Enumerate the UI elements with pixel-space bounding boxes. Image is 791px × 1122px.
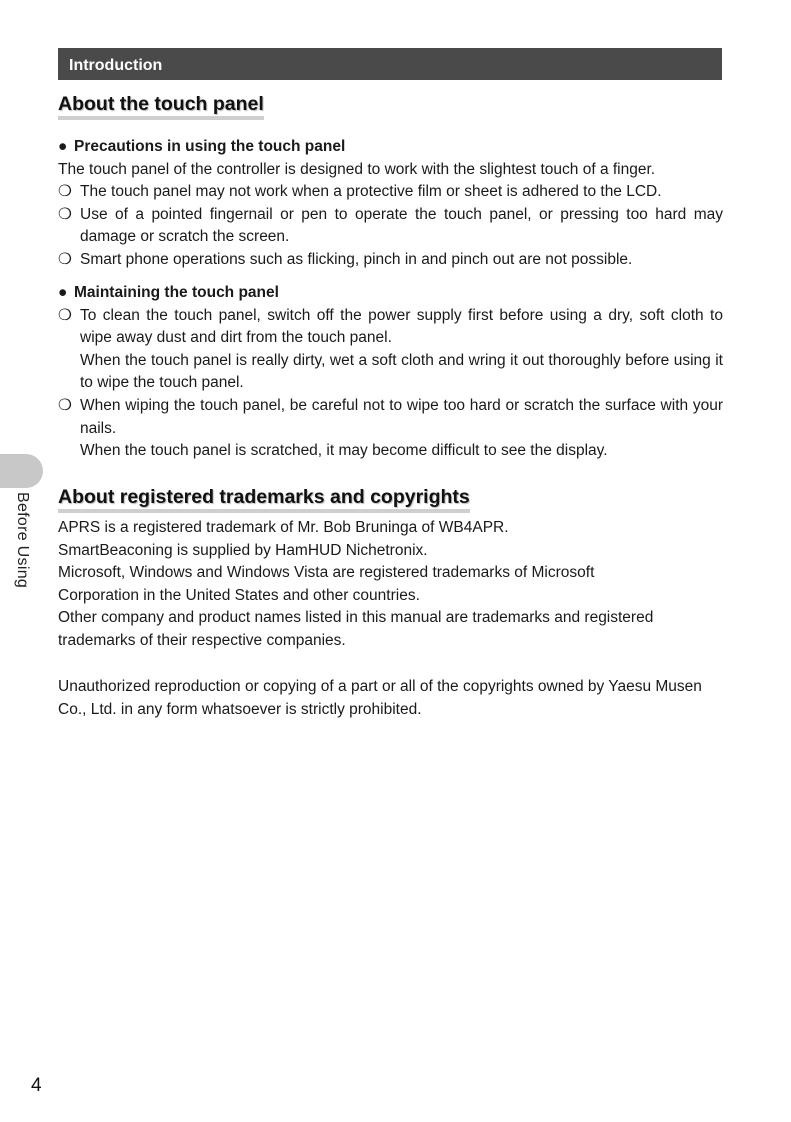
list-item	[58, 181, 723, 204]
list-item-line: When the touch panel is really dirty, wet a soft cloth and wring it out thoroughly before using it to wipe the touch panel.	[80, 351, 723, 392]
section-title-bar: Introduction	[58, 48, 722, 80]
trademark-line: SmartBeaconing is supplied by HamHUD Nichetronix.	[58, 541, 428, 559]
circle-bullet-icon: ❍	[58, 306, 72, 324]
trademarks-block	[58, 517, 713, 653]
trademark-line: Other company and product names listed in this manual are trademarks and registered trademarks of their respective companies.	[58, 609, 654, 649]
copyright-notice: Unauthorized reproduction or copying of a part or all of the copyrights owned by Yaesu Musen Co., Ltd. in any form whatsoever is strictly prohibited.	[58, 678, 702, 718]
precautions-intro: The touch panel of the controller is designed to work with the slightest touch of a finger.	[58, 160, 656, 178]
touch-panel-heading	[58, 92, 264, 120]
circle-bullet-icon: ❍	[58, 205, 72, 223]
list-item-text: Smart phone operations such as flicking, pinch in and pinch out are not possible.	[80, 250, 633, 268]
list-item-line: To clean the touch panel, switch off the power supply first before using a dry, soft cloth to wipe away dust and dirt from the touch panel.	[80, 306, 723, 347]
precautions-subheading	[58, 136, 723, 159]
list-item-text: The touch panel may not work when a protective film or sheet is adhered to the LCD.	[80, 183, 662, 201]
maintaining-subheading	[58, 282, 723, 305]
trademarks-heading-text: About registered trademarks and copyrights	[58, 485, 470, 513]
page-number: 4	[31, 1075, 42, 1096]
section-tab	[0, 454, 43, 488]
precautions-block	[58, 136, 723, 272]
list-item-text	[80, 395, 723, 463]
list-item	[58, 395, 723, 463]
list-item-line: When the touch panel is scratched, it may become difficult to see the display.	[80, 442, 608, 460]
maintaining-block	[58, 282, 723, 463]
section-tab-label: Before Using	[14, 492, 31, 589]
list-item	[58, 204, 723, 249]
list-item-text	[80, 305, 723, 395]
precautions-title: Precautions in using the touch panel	[74, 138, 346, 155]
list-item-line: When wiping the touch panel, be careful not to wipe too hard or scratch the surface with your nails.	[80, 396, 723, 437]
circle-bullet-icon: ❍	[58, 396, 72, 414]
list-item	[58, 305, 723, 395]
bullet-icon: ●	[58, 138, 68, 155]
list-item-text: Use of a pointed fingernail or pen to operate the touch panel, or pressing too hard may damage or scratch the screen.	[80, 205, 723, 246]
trademark-line: Microsoft, Windows and Windows Vista are registered trademarks of Microsoft Corporation in the United States and other countries.	[58, 564, 595, 604]
circle-bullet-icon: ❍	[58, 250, 72, 268]
list-item	[58, 249, 723, 272]
bullet-icon: ●	[58, 284, 68, 301]
circle-bullet-icon: ❍	[58, 183, 72, 201]
touch-panel-heading-text: About the touch panel	[58, 92, 264, 120]
trademark-line: APRS is a registered trademark of Mr. Bob Bruninga of WB4APR.	[58, 519, 509, 536]
maintaining-title: Maintaining the touch panel	[74, 284, 279, 301]
trademarks-heading	[58, 485, 470, 513]
